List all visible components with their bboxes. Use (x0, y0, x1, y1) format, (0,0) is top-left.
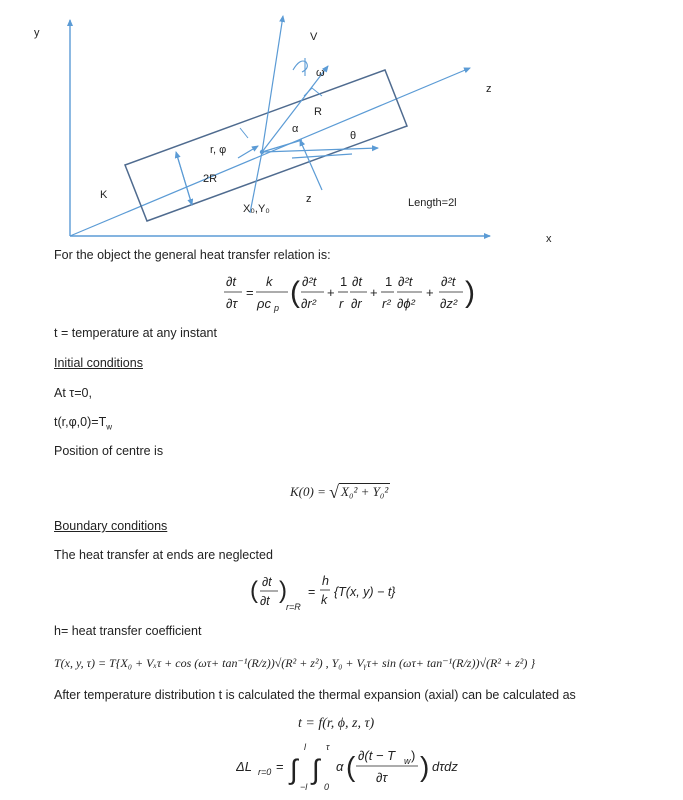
k0-equation: K(0) = √ X₀² + Y₀² (290, 482, 389, 502)
svg-text:∂t: ∂t (262, 575, 272, 589)
bc-sub: r=R (286, 602, 301, 612)
r-label: R (314, 106, 322, 118)
xy0-label: X₀,Y₀ (243, 203, 270, 215)
boundary-equation (250, 570, 450, 614)
svg-text:(: ( (346, 751, 356, 782)
dl-denominator: ∂τ (376, 770, 388, 785)
svg-text:(: ( (290, 276, 300, 309)
temperature-function-equation: T(x, y, τ) = T{X₀ + Vₓτ + cos (ωτ+ tan⁻¹(R/z))√(R² + z²) , Y₀ + Vᵧτ+ sin (ωτ+ tan⁻¹(R/z))√(R² + z²) } (54, 656, 536, 670)
svg-text:∂r²: ∂r² (301, 296, 317, 311)
svg-text:1: 1 (385, 274, 393, 289)
bc-rhs: {T(x, y) − t} (334, 585, 396, 599)
svg-text:0: 0 (324, 782, 330, 792)
svg-text:−l: −l (300, 782, 308, 792)
svg-text:=: = (308, 585, 316, 599)
cylinder-body (125, 70, 407, 221)
intro-text: For the object the general heat transfer relation is: (54, 248, 331, 262)
svg-text:): ) (420, 751, 430, 782)
theta-label: θ (350, 130, 357, 142)
delta-l-equation (236, 738, 496, 796)
ends-neglected-text: The heat transfer at ends are neglected (54, 548, 273, 562)
svg-text:): ) (411, 748, 416, 763)
svg-text:∂t: ∂t (352, 274, 363, 289)
heat-equation (222, 266, 492, 322)
svg-text:k: k (266, 274, 273, 289)
z-small-label: z (306, 193, 312, 205)
length-label: Length=2l (408, 197, 457, 209)
t-definition: t = temperature at any instant (54, 326, 217, 340)
svg-text:∂z²: ∂z² (440, 296, 458, 311)
svg-text:=: = (276, 759, 284, 774)
k0-radicand: X₀² + Y₀² (341, 484, 389, 499)
svg-text:p: p (274, 303, 280, 313)
k-label: K (100, 189, 108, 201)
svg-text:∂²t: ∂²t (302, 274, 317, 289)
initial-equation-sub: w (106, 422, 112, 432)
dl-tail: dτdz (432, 759, 458, 774)
t-function-equation: t = f(r, ϕ, z, τ) (298, 716, 375, 731)
svg-text:k: k (321, 593, 328, 607)
svg-text:∫: ∫ (312, 754, 320, 785)
z-axis-label: z (486, 83, 492, 95)
svg-text:∂t: ∂t (226, 274, 237, 289)
after-text: After temperature distribution t is calculated the thermal expansion (axial) can be calculated as (54, 688, 576, 702)
dl-sub: r=0 (258, 767, 272, 777)
svg-text:∫: ∫ (290, 754, 298, 785)
geometry-diagram (0, 0, 683, 245)
h-definition: h= heat transfer coefficient (54, 624, 202, 638)
tau-zero-text: At τ=0, (54, 386, 92, 400)
svg-text:r: r (339, 296, 344, 311)
svg-text:l: l (304, 742, 306, 752)
centre-text: Position of centre is (54, 444, 164, 458)
v-label: V (310, 31, 318, 43)
svg-text:∂ϕ²: ∂ϕ² (397, 296, 415, 311)
initial-equation (54, 415, 112, 432)
svg-text:+: + (370, 285, 378, 300)
svg-text:∂²t: ∂²t (441, 274, 456, 289)
svg-text:∂τ: ∂τ (226, 296, 238, 311)
svg-text:=: = (246, 285, 254, 300)
boundary-conditions-heading: Boundary conditions (54, 519, 168, 533)
dl-integrand-sub: w (404, 756, 411, 766)
svg-text:): ) (465, 276, 475, 309)
dl-integrand: ∂(t − T (358, 748, 396, 763)
k0-lhs: K(0) = (290, 484, 326, 499)
two-r-label: 2R (203, 173, 218, 185)
initial-conditions-heading: Initial conditions (54, 356, 143, 370)
svg-text:1: 1 (340, 274, 348, 289)
r-phi-label: r, φ (210, 144, 227, 156)
svg-text:α: α (336, 759, 344, 774)
svg-text:τ: τ (326, 742, 330, 752)
svg-text:∂²t: ∂²t (398, 274, 413, 289)
svg-text:): ) (279, 577, 287, 604)
omega-label: ω (316, 67, 325, 79)
svg-text:r²: r² (382, 296, 391, 311)
svg-text:+: + (426, 285, 434, 300)
svg-text:∂r: ∂r (351, 296, 362, 311)
dl-lhs: ΔL (236, 759, 252, 774)
svg-text:∂t: ∂t (260, 594, 270, 608)
x-axis-label: x (546, 233, 552, 245)
initial-equation-main: t(r,φ,0)=T (54, 415, 107, 429)
svg-text:ρc: ρc (257, 296, 271, 311)
svg-text:(: ( (250, 577, 258, 604)
alpha-label: α (292, 123, 299, 135)
y-axis-label: y (34, 27, 40, 39)
svg-text:h: h (322, 574, 329, 588)
svg-text:+: + (327, 285, 335, 300)
